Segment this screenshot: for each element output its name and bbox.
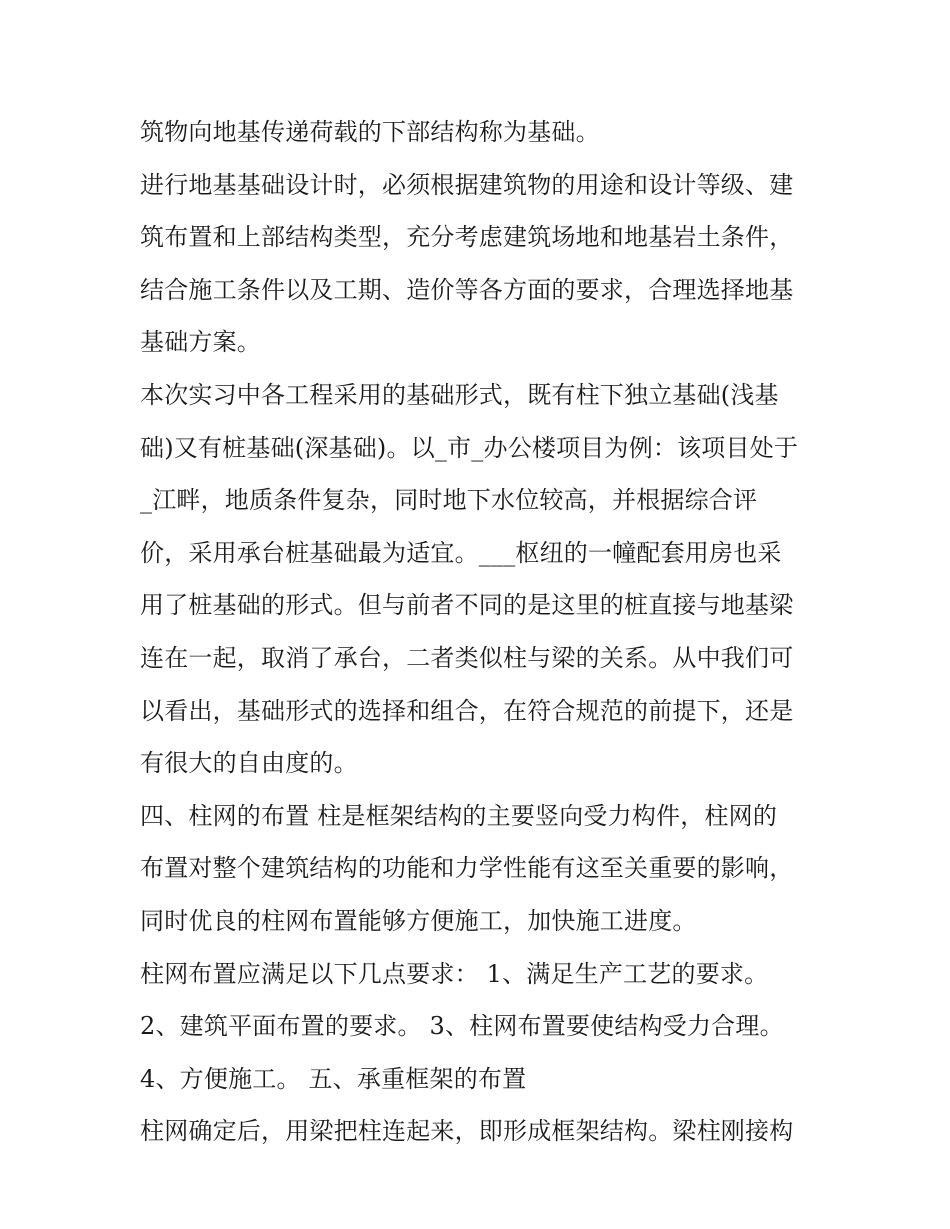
text-line: 布置对整个建筑结构的功能和力学性能有这至关重要的影响，: [140, 854, 794, 883]
body-text: [140, 106, 820, 1158]
text-line: 筑物向地基传递荷载的下部结构称为基础。: [140, 118, 600, 146]
text-line: 四、柱网的布置 柱是框架结构的主要竖向受力构件，柱网的: [140, 801, 778, 830]
text-line: 基础方案。: [140, 328, 261, 357]
text-line: 础)又有桩基础(深基础)。以_市_办公楼项目为例：该项目处于: [140, 433, 799, 462]
text-line: 2、建筑平面布置的要求。 3、柱网布置要使结构受力合理。: [140, 1012, 784, 1041]
text-line: 柱网布置应满足以下几点要求： 1、满足生产工艺的要求。: [140, 959, 769, 988]
text-line: 同时优良的柱网布置能够方便施工，加快施工进度。: [140, 906, 697, 935]
text-line: 本次实习中各工程采用的基础形式，既有柱下独立基础(浅基: [140, 380, 779, 409]
text-line: 价，采用承台桩基础最为适宜。___枢纽的一幢配套用房也采: [140, 538, 782, 567]
text-line: 4、方便施工。 五、承重框架的布置: [140, 1064, 527, 1093]
text-line: 结合施工条件以及工期、造价等各方面的要求，合理选择地基: [140, 275, 794, 304]
text-line: 以看出，基础形式的选择和组合，在符合规范的前提下，还是: [140, 696, 794, 725]
text-line: 筑布置和上部结构类型，充分考虑建筑场地和地基岩土条件，: [140, 223, 794, 252]
text-line: 柱网确定后，用梁把柱连起来，即形成框架结构。梁柱刚接构: [140, 1117, 794, 1146]
text-line: _江畔，地质条件复杂，同时地下水位较高，并根据综合评: [140, 486, 758, 515]
text-line: 用了桩基础的形式。但与前者不同的是这里的桩直接与地基梁: [140, 591, 794, 620]
text-line: 连在一起，取消了承台，二者类似柱与梁的关系。从中我们可: [140, 643, 794, 672]
text-line: 有很大的自由度的。: [140, 749, 358, 778]
text-line: 进行地基基础设计时，必须根据建筑物的用途和设计等级、建: [140, 170, 794, 199]
